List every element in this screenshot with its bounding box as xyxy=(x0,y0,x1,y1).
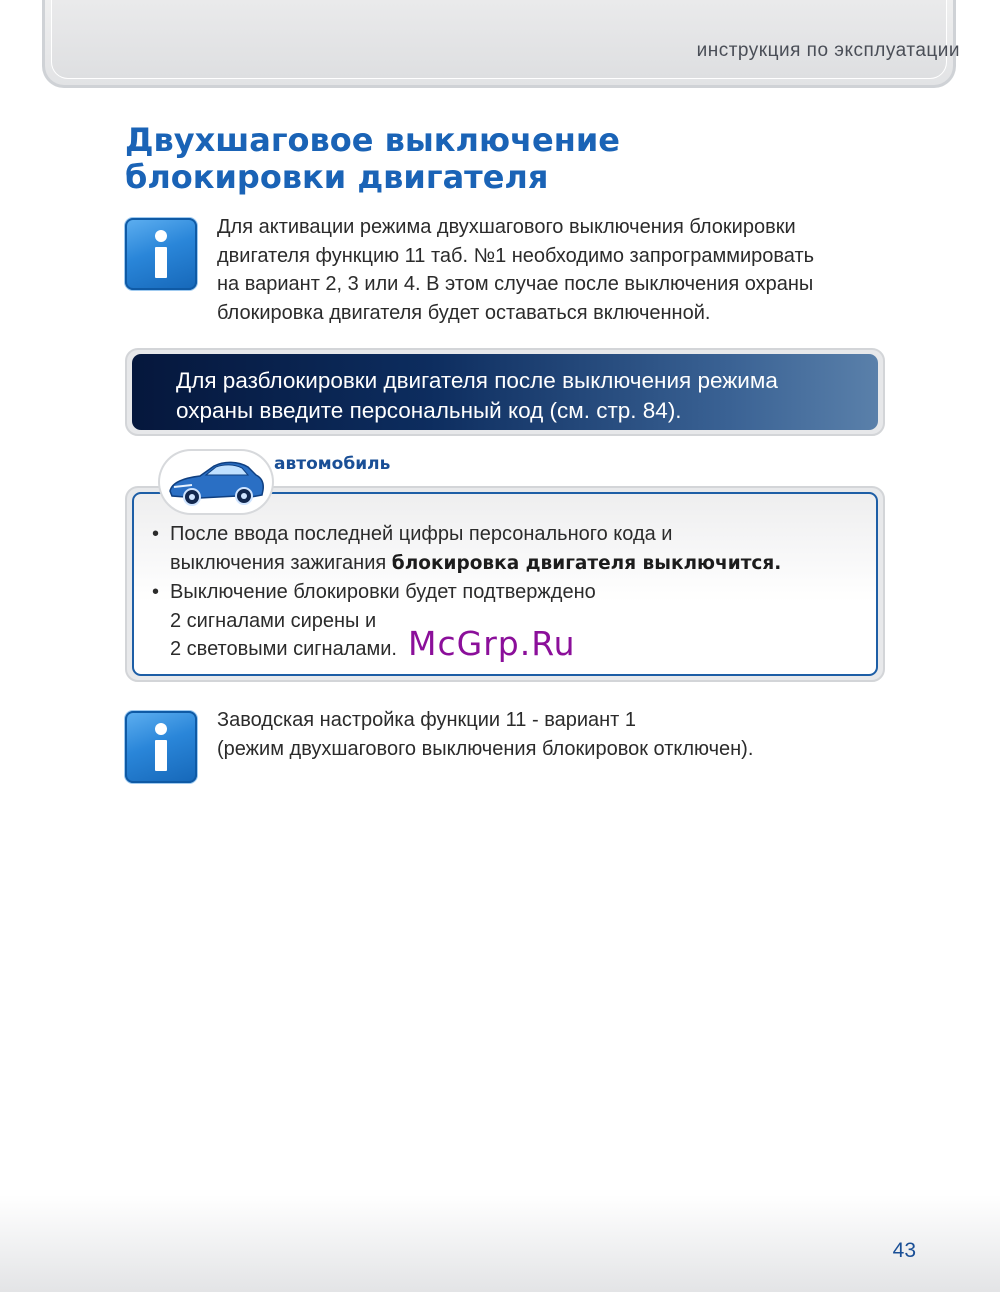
page-title-line1: Двухшаговое выключение xyxy=(125,121,620,159)
info-1-line-4: блокировка двигателя будет оставаться включенной. xyxy=(217,301,711,324)
bullet-2-line-2: 2 сигналами сирены и xyxy=(170,609,377,632)
bullet-marker: • xyxy=(152,581,160,603)
info-icon-stem xyxy=(155,740,167,771)
bullet-1-line-1: • После ввода последней цифры персонального кода и xyxy=(152,520,781,549)
info-1-line-1: Для активации режима двухшагового выключения блокировки xyxy=(217,216,796,238)
page-title xyxy=(125,122,620,196)
highlight-frame xyxy=(125,348,885,436)
bullet-2-line-1: • Выключение блокировки будет подтверждено xyxy=(152,578,781,607)
bullet-marker: • xyxy=(152,523,160,545)
highlight-line-2: охраны введите персональный код (см. стр. 84). xyxy=(176,398,682,423)
watermark: McGrp.Ru xyxy=(408,624,576,663)
bullet-2-line-3: 2 световыми сигналами. xyxy=(170,638,397,660)
car-section-label: автомобиль xyxy=(274,454,391,474)
info-icon xyxy=(125,711,197,783)
info-icon-dot xyxy=(155,723,167,735)
info-2-line-2: (режим двухшагового выключения блокировок отключен). xyxy=(217,737,754,760)
info-paragraph-2 xyxy=(217,706,753,763)
page-number: 43 xyxy=(892,1239,916,1262)
page-title-line2: блокировки двигателя xyxy=(125,158,549,196)
car-icon xyxy=(166,455,266,509)
info-icon xyxy=(125,218,197,290)
info-icon-stem xyxy=(155,247,167,278)
car-badge xyxy=(160,451,272,513)
footer-band xyxy=(0,1195,1000,1292)
header-text: инструкция по эксплуатации xyxy=(696,40,960,61)
info-icon-dot xyxy=(155,230,167,242)
info-1-line-2: двигателя функцию 11 таб. №1 необходимо запрограммировать xyxy=(217,244,815,267)
bullet-1-bold: блокировка двигателя выключится. xyxy=(391,552,782,574)
info-1-line-3: на вариант 2, 3 или 4. В этом случае после выключения охраны xyxy=(217,273,814,295)
bullet-1-line-2: выключения зажигания блокировка двигателя выключится. xyxy=(170,551,782,574)
info-paragraph-1 xyxy=(217,213,814,327)
highlight-line-1: Для разблокировки двигателя после выключения режима xyxy=(176,368,778,393)
highlight-text xyxy=(176,366,778,426)
info-2-line-1: Заводская настройка функции 11 - вариант 1 xyxy=(217,709,637,731)
highlight-panel xyxy=(132,354,878,430)
